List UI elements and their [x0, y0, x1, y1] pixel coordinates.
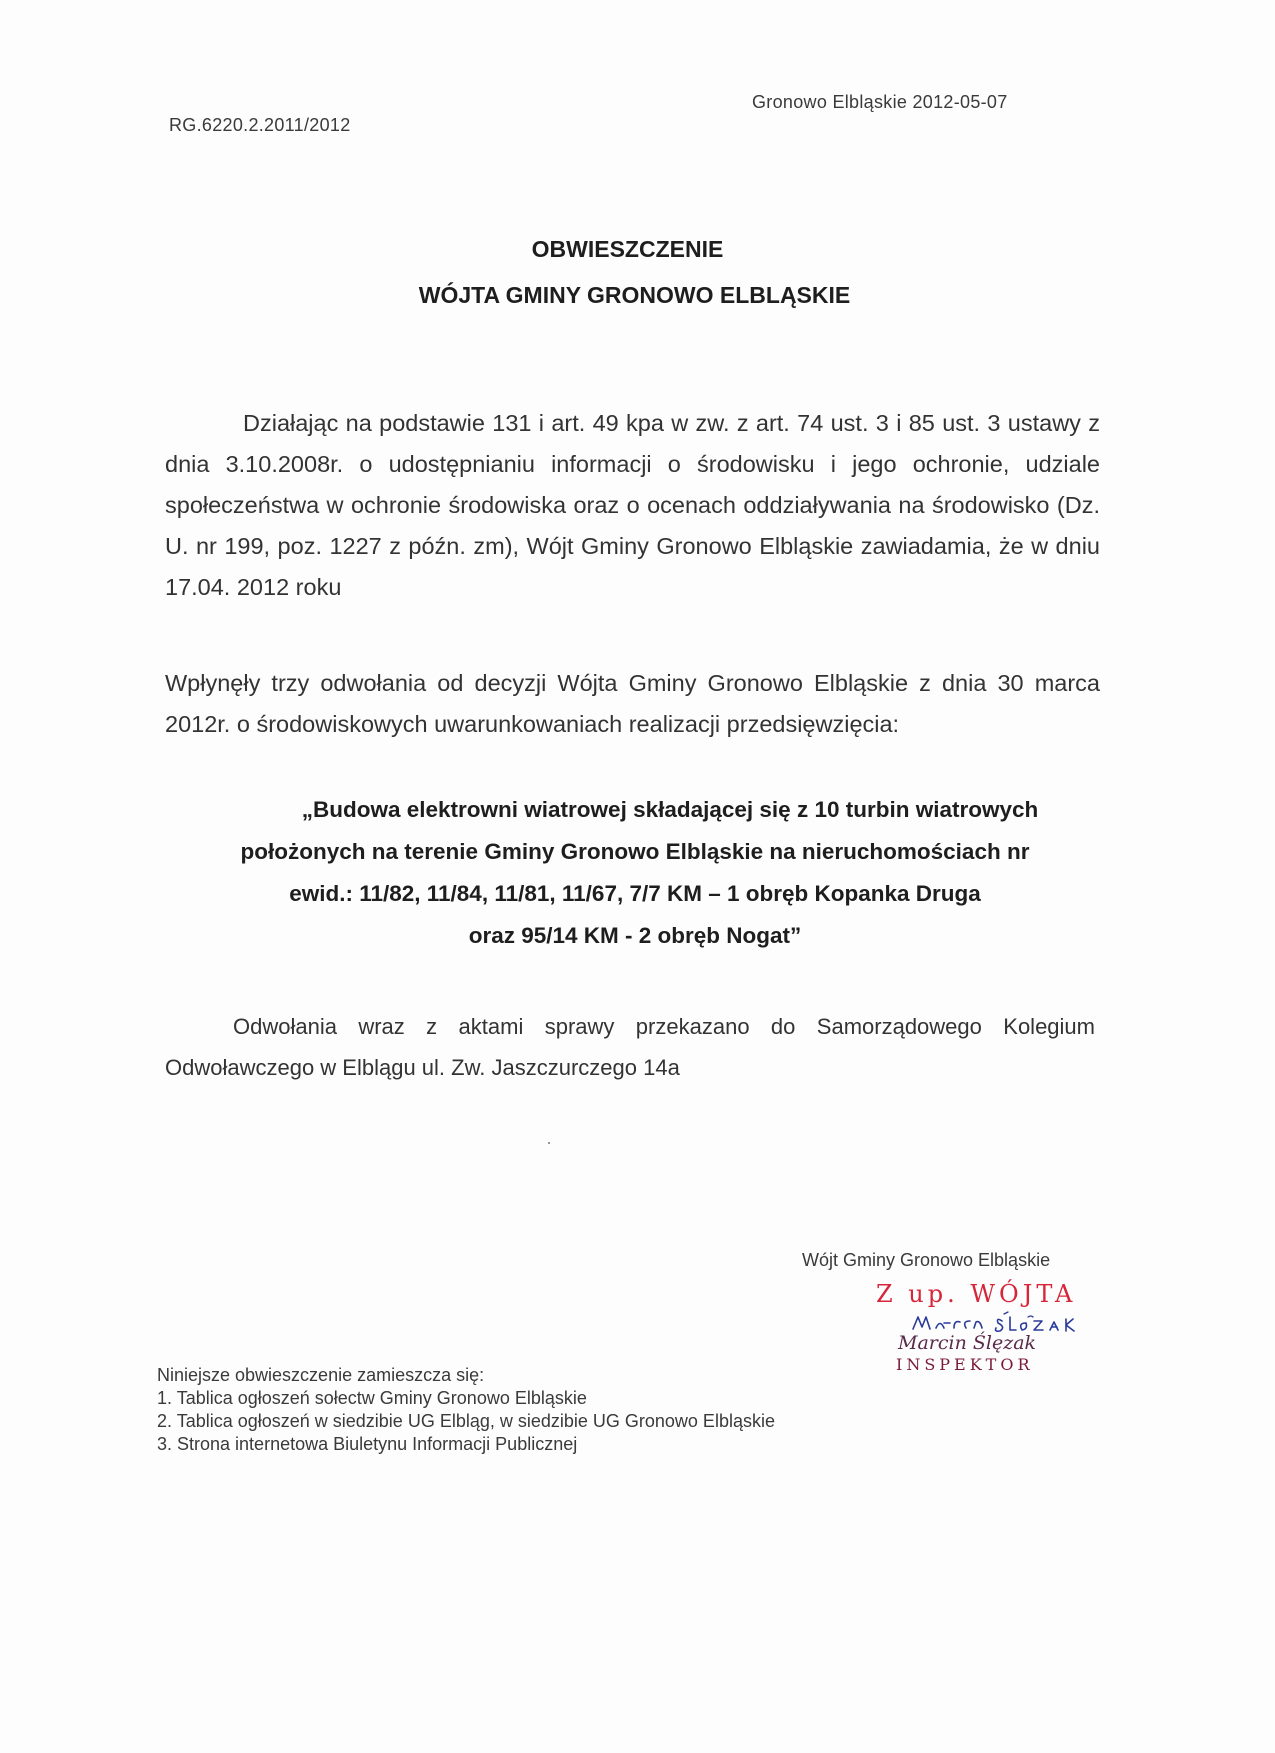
official-stamp [870, 1280, 1100, 1390]
stamp-role: INSPEKTOR [896, 1355, 1034, 1374]
project-line-1: „Budowa elektrowni wiatrowej składającej się z 10 turbin wiatrowych [301, 797, 1039, 822]
signer-title: Wójt Gminy Gronowo Elbląskie [802, 1250, 1051, 1270]
distribution-list [157, 1364, 775, 1456]
stamp-authorization: Z up. WÓJTA [876, 1280, 1077, 1308]
scan-speck [548, 1142, 550, 1144]
project-description [160, 789, 1110, 957]
place-and-date: Gronowo Elbląskie 2012-05-07 [752, 92, 1008, 112]
project-line-4: oraz 95/14 KM - 2 obręb Nogat” [468, 923, 802, 948]
reference-number: RG.6220.2.2011/2012 [169, 115, 351, 135]
list-item: 3. Strona internetowa Biuletynu Informacji Publicznej [157, 1434, 578, 1454]
document-title: OBWIESZCZENIE [531, 236, 724, 262]
body-paragraph-appeals: Wpłynęły trzy odwołania od decyzji Wójta Gminy Gronowo Elbląskie z dnia 30 marca 2012r. o środowiskowych uwarunkowaniach realizacji przedsięwzięcia: [165, 670, 1100, 737]
stamp-name: Marcin Ślęzak [898, 1332, 1037, 1354]
body-paragraph-legal-basis: Działając na podstawie 131 i art. 49 kpa w zw. z art. 74 ust. 3 i 85 ust. 3 ustawy z dnia 3.10.2008r. o udostępnianiu informacji o środowisku i jego ochronie, udziale społeczeństwa w ochronie środowiska oraz o ocenach oddziaływania na środowisko (Dz. U. nr 199, poz. 1227 z późn. zm), Wójt Gminy Gronowo Elbląskie zawiadamia, że w dniu 17.04. 2012 roku [165, 410, 1100, 600]
project-line-3: ewid.: 11/82, 11/84, 11/81, 11/67, 7/7 KM – 1 obręb Kopanka Druga [289, 881, 981, 906]
project-line-2: położonych na terenie Gminy Gronowo Elbląskie na nieruchomościach nr [240, 839, 1030, 864]
body-paragraph-transfer: Odwołania wraz z aktami sprawy przekazano do Samorządowego Kolegium Odwoławczego w Elblągu ul. Zw. Jaszczurczego 14a [165, 1014, 1095, 1080]
list-item: 2. Tablica ogłoszeń w siedzibie UG Elbląg, w siedzibie UG Gronowo Elbląskie [157, 1411, 775, 1431]
list-item: 1. Tablica ogłoszeń sołectw Gminy Gronowo Elbląskie [157, 1388, 587, 1408]
document-subtitle: WÓJTA GMINY GRONOWO ELBLĄSKIE [418, 282, 851, 308]
distribution-intro: Niniejsze obwieszczenie zamieszcza się: [157, 1365, 485, 1385]
